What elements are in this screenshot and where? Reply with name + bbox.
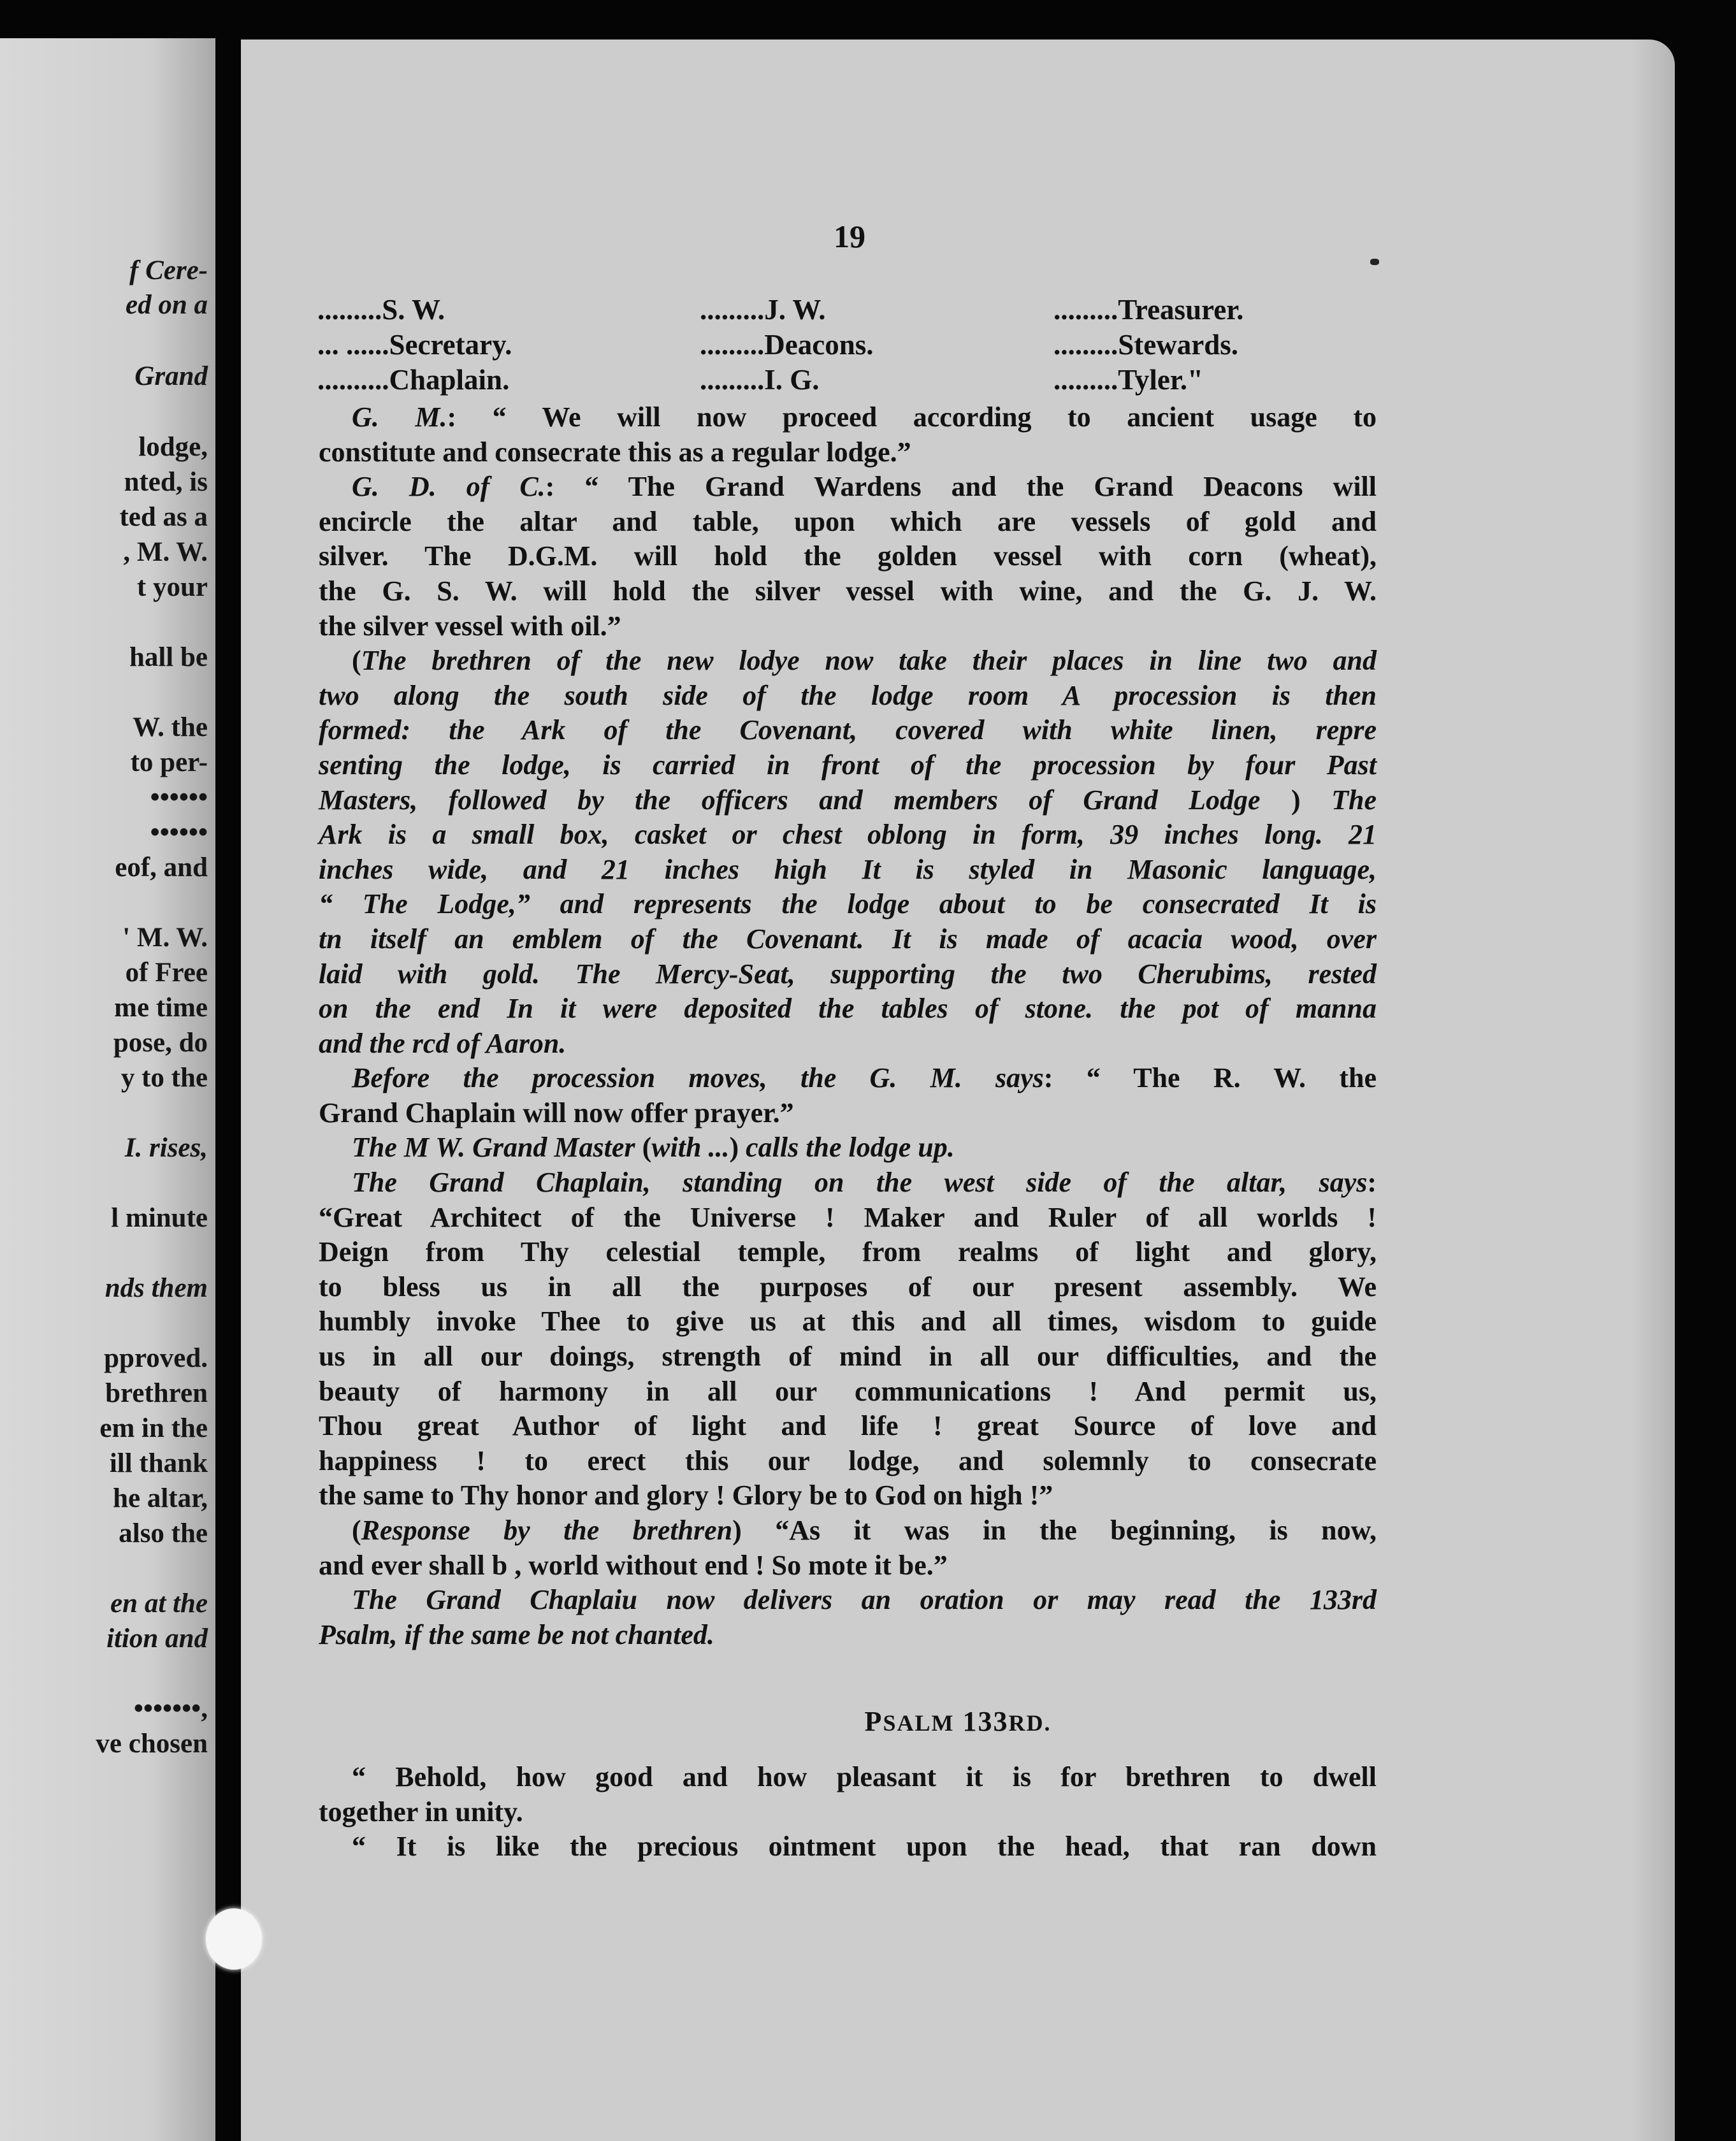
text-line: and ever shall b , world without end ! So mote it be.” [319, 1549, 948, 1581]
facing-page-line: pose, do [113, 1028, 208, 1058]
facing-page-line: ed on a [126, 290, 208, 320]
text-line: Masters, followed by the officers and members of Grand Lodge ) The [319, 784, 1377, 816]
text-line: The Grand Chaplaiu now delivers an oration or may read the 133rd [352, 1584, 1377, 1616]
text-line: encircle the altar and table, upon which are vessels of gold and [319, 505, 1377, 537]
text-line: to bless us in all the purposes of our present assembly. We [319, 1271, 1377, 1302]
officers-row [317, 363, 1414, 398]
facing-page-line: also the [119, 1518, 208, 1548]
ritual-text [319, 400, 1377, 1652]
text-line: (Response by the brethren) “As it was in the beginning, is now, [352, 1515, 1377, 1546]
text-line: “Great Architect of the Universe ! Maker and Ruler of all worlds ! [319, 1201, 1377, 1233]
officer-title: .........I. G. [700, 364, 820, 396]
text-line: formed: the Ark of the Covenant, covered with white linen, repre [319, 714, 1377, 746]
facing-page-line: brethren [105, 1378, 208, 1408]
psalm-line: “ It is like the precious ointment upon the head, that ran down [352, 1831, 1377, 1863]
officers-list [317, 293, 1414, 398]
facing-page-line: to per- [130, 747, 208, 777]
text-line: Before the procession moves, the G. M. says: “ The R. W. the [352, 1062, 1377, 1094]
text-line: Ark is a small box, casket or chest oblong in form, 39 inches long. 21 [319, 819, 1377, 851]
text-line: us in all our doings, strength of mind in all our difficulties, and the [319, 1341, 1377, 1373]
facing-page-line: y to the [120, 1063, 208, 1093]
facing-page-line: ill thank [109, 1448, 208, 1478]
paper-blemish [206, 1908, 262, 1970]
text-line: on the end In it were deposited the tables of stone. the pot of manna [319, 993, 1377, 1025]
officers-row [317, 328, 1414, 363]
officer-title: .........J. W. [700, 294, 826, 326]
facing-page-line: ' M. W. [122, 923, 208, 953]
facing-page-line: eof, and [115, 853, 208, 883]
psalm-heading-number: 133 [954, 1706, 1009, 1737]
facing-page-line: I. rises, [124, 1133, 208, 1163]
facing-page-line: em in the [99, 1413, 208, 1443]
text-line: silver. The D.G.M. will hold the golden vessel with corn (wheat), [319, 540, 1377, 572]
facing-page-line: me time [114, 993, 208, 1023]
officer-title: .........Tyler." [1053, 364, 1203, 396]
facing-page-line: W. the [133, 712, 208, 742]
text-line: The Grand Chaplain, standing on the west side of the altar, says: [352, 1167, 1377, 1199]
text-line: The M W. Grand Master (with ...) calls the lodge up. [352, 1132, 955, 1164]
text-line: happiness ! to erect this our lodge, and solemnly to consecrate [319, 1445, 1377, 1476]
text-line: and the rcd of Aaron. [319, 1027, 567, 1059]
book-page [241, 40, 1675, 2141]
text-line: inches wide, and 21 inches high It is styled in Masonic language, [319, 853, 1377, 885]
facing-page-line: nted, is [124, 467, 208, 497]
text-line: the G. S. W. will hold the silver vessel with wine, and the G. J. W. [319, 575, 1377, 607]
facing-page-line: Grand [134, 361, 208, 391]
facing-page-line: ve chosen [96, 1729, 208, 1759]
text-line: “ The Lodge,” and represents the lodge about to be consecrated It is [319, 888, 1377, 920]
text-line: beauty of harmony in all our communications ! And permit us, [319, 1375, 1377, 1407]
text-line: the silver vessel with oil.” [319, 610, 621, 642]
text-line: constitute and consecrate this as a regular lodge.” [319, 436, 911, 468]
text-line: (The brethren of the new lodye now take their places in line two and [352, 645, 1377, 677]
text-line: the same to Thy honor and glory ! Glory be to God on high !” [319, 1480, 1053, 1511]
facing-page-line: l minute [111, 1203, 208, 1233]
facing-page-line: en at the [110, 1589, 208, 1618]
ink-speck [1370, 259, 1379, 265]
page-number: 19 [834, 219, 865, 254]
text-line: Deign from Thy celestial temple, from realms of light and glory, [319, 1236, 1377, 1268]
text-line: Thou great Author of light and life ! great Source of love and [319, 1410, 1377, 1442]
facing-page-line: t your [136, 572, 208, 602]
officer-title: .........Deacons. [700, 329, 874, 361]
officer-title: .........Treasurer. [1053, 294, 1244, 326]
facing-page-line: f Cere- [129, 256, 208, 285]
text-line: tn itself an emblem of the Covenant. It is made of acacia wood, over [319, 923, 1377, 955]
facing-page-line: ted as a [119, 502, 208, 532]
text-line: humbly invoke Thee to give us at this and all times, wisdom to guide [319, 1306, 1377, 1337]
text-line: G. M.: “ We will now proceed according to ancient usage to [352, 401, 1377, 433]
text-line: laid with gold. The Mercy-Seat, supporting the two Cherubims, rested [319, 958, 1377, 990]
text-line: two along the south side of the lodge room A procession is then [319, 679, 1377, 711]
facing-page-line: •••••••, [133, 1694, 208, 1724]
book-gutter [215, 0, 241, 2141]
psalm-heading-smallcaps: SALM [883, 1710, 955, 1736]
psalm-heading-prefix: P [864, 1706, 883, 1737]
facing-page-line: ition and [106, 1624, 208, 1654]
officer-title: .........S. W. [317, 294, 445, 326]
psalm-line: “ Behold, how good and how pleasant it is for brethren to dwell [352, 1761, 1377, 1792]
facing-page-line: hall be [129, 642, 208, 672]
text-line: G. D. of C.: “ The Grand Wardens and the Grand Deacons will [352, 471, 1377, 503]
text-line: Grand Chaplain will now offer prayer.” [319, 1097, 794, 1128]
psalm-text [319, 1760, 1377, 1864]
facing-page-line: nds them [105, 1273, 208, 1303]
facing-page-line: , M. W. [123, 537, 208, 567]
text-line: Psalm, if the same be not chanted. [319, 1618, 714, 1650]
officer-title: .........Stewards. [1053, 329, 1238, 361]
facing-page-line: he altar, [113, 1483, 208, 1513]
facing-page-line: pproved. [104, 1343, 208, 1373]
officers-row [317, 293, 1414, 328]
text-line: senting the lodge, is carried in front of the procession by four Past [319, 749, 1377, 781]
facing-page-line: of Free [125, 958, 208, 988]
officer-title: ... ......Secretary. [317, 329, 512, 361]
facing-page-line: •••••• [150, 818, 208, 847]
psalm-line: together in unity. [319, 1796, 523, 1827]
psalm-heading-suffix: RD. [1008, 1710, 1052, 1736]
officer-title: ..........Chaplain. [317, 364, 510, 396]
facing-page-line: •••••• [150, 782, 208, 812]
facing-page-line: lodge, [138, 432, 208, 462]
facing-page-fragment [0, 38, 215, 2141]
psalm-heading [241, 1705, 1675, 1738]
